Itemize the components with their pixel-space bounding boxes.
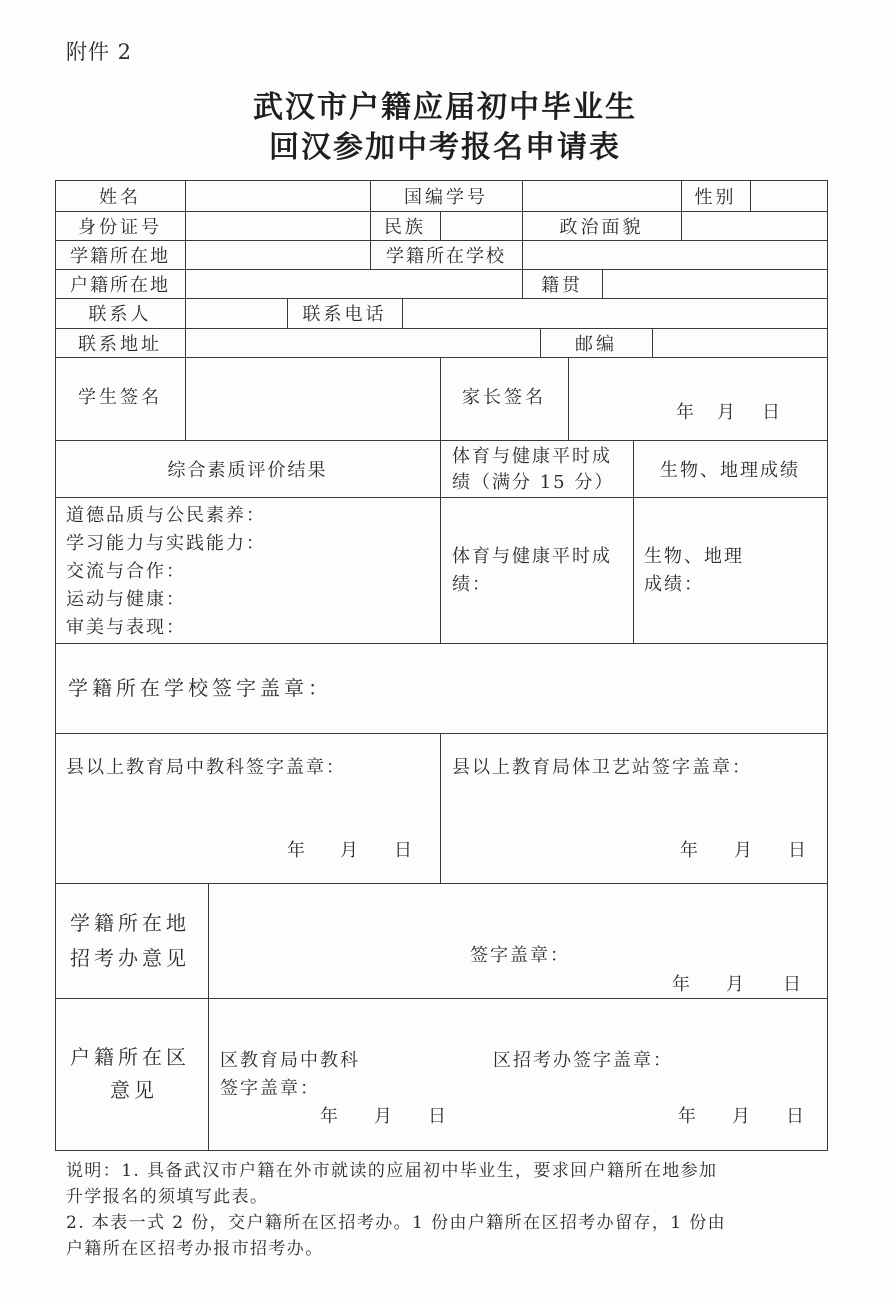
label-pe-detail-line1: 体育与健康平时成 (452, 546, 612, 567)
label-pe-station-seal: 县以上教育局体卫艺站签字盖章： (452, 757, 752, 778)
label-contact-phone: 联系电话 (302, 304, 387, 325)
label-name: 姓名 (99, 186, 141, 208)
gender-field[interactable] (751, 181, 827, 211)
label-district-line2: 意见 (110, 1078, 158, 1102)
label-district-exam-office: 区招考办签字盖章： (493, 1050, 673, 1071)
national-student-id-field[interactable] (523, 181, 681, 211)
label-contact-person: 联系人 (88, 304, 152, 325)
form-title-line2: 回汉参加中考报名申请表 (269, 130, 621, 165)
exam-office-date-year: 年 (672, 974, 693, 995)
district-exam-date-year: 年 (678, 1106, 699, 1127)
contact-address-field[interactable] (186, 329, 540, 357)
district-edu-date-year: 年 (320, 1106, 341, 1127)
native-place-field[interactable] (603, 270, 827, 298)
label-household-registry-location: 户籍所在地 (70, 274, 170, 296)
eval-item-aesthetics: 审美与表现： (66, 617, 186, 638)
label-exam-office-sign: 签字盖章： (470, 945, 570, 966)
edu-bureau-date-month: 月 (340, 840, 361, 861)
label-district-edu-line1: 区教育局中教科 (220, 1050, 360, 1071)
label-district-line1: 户籍所在区 (70, 1045, 190, 1069)
date-month: 月 (717, 402, 738, 423)
eval-item-communication: 交流与合作： (66, 561, 186, 582)
parent-signature-field[interactable] (569, 358, 827, 440)
label-political-status: 政治面貌 (559, 216, 644, 238)
label-ethnicity: 民族 (384, 216, 426, 238)
postcode-field[interactable] (653, 329, 827, 357)
eval-item-learning: 学习能力与实践能力： (66, 533, 266, 554)
district-exam-date-day: 日 (786, 1106, 807, 1127)
label-exam-office-line2: 招考办意见 (70, 946, 190, 970)
label-native-place: 籍贯 (541, 274, 583, 296)
political-status-field[interactable] (682, 212, 827, 240)
label-gender: 性别 (694, 186, 737, 208)
exam-office-date-month: 月 (726, 974, 747, 995)
label-pe-detail-line2: 绩： (452, 574, 492, 595)
label-parent-signature: 家长签名 (462, 387, 546, 408)
form-title-line1: 武汉市户籍应届初中毕业生 (253, 90, 637, 125)
label-district-edu-line2: 签字盖章： (220, 1078, 320, 1099)
note-line: 户籍所在区招考办报市招考办。 (66, 1239, 324, 1259)
name-field[interactable] (186, 181, 370, 211)
label-national-student-id: 国编学号 (404, 186, 488, 208)
form-notes (66, 1158, 826, 1262)
label-bio-geo-line1: 生物、地理 (644, 546, 744, 567)
pe-station-date-year: 年 (680, 840, 701, 861)
note-line: 2. 本表一式 2 份，交户籍所在区招考办。1 份由户籍所在区招考办留存，1 份由 (66, 1213, 727, 1233)
exam-office-date-day: 日 (783, 974, 804, 995)
school-registry-school-field[interactable] (523, 241, 827, 269)
note-line: 升学报名的须填写此表。 (66, 1187, 269, 1207)
label-student-signature: 学生签名 (78, 387, 162, 408)
pe-station-date-month: 月 (734, 840, 755, 861)
district-edu-date-month: 月 (374, 1106, 395, 1127)
contact-person-field[interactable] (186, 299, 287, 328)
label-contact-address: 联系地址 (78, 333, 162, 355)
district-edu-date-day: 日 (428, 1106, 449, 1127)
school-seal-field[interactable] (56, 644, 827, 733)
household-registry-location-field[interactable] (186, 270, 522, 298)
edu-bureau-date-day: 日 (394, 840, 415, 861)
label-bio-geo-score: 生物、地理成绩 (660, 459, 800, 481)
school-registry-location-field[interactable] (186, 241, 370, 269)
label-school-seal: 学籍所在学校签字盖章： (68, 676, 332, 700)
student-signature-field[interactable] (186, 358, 440, 440)
pe-station-date-day: 日 (788, 840, 809, 861)
edu-bureau-date-year: 年 (287, 840, 308, 861)
label-comprehensive-eval: 综合素质评价结果 (167, 459, 328, 481)
attachment-label: 附件 2 (66, 40, 133, 64)
date-day: 日 (762, 402, 783, 423)
district-exam-date-month: 月 (732, 1106, 753, 1127)
label-postcode: 邮编 (575, 333, 617, 355)
date-year: 年 (676, 402, 697, 423)
label-exam-office-line1: 学籍所在地 (70, 911, 190, 935)
id-number-field[interactable] (186, 212, 370, 240)
eval-item-morality: 道德品质与公民素养： (66, 505, 266, 526)
label-school-registry-school: 学籍所在学校 (386, 245, 506, 267)
label-bio-geo-line2: 成绩： (644, 574, 704, 595)
ethnicity-field[interactable] (441, 212, 522, 240)
contact-phone-field[interactable] (403, 299, 827, 328)
label-pe-score-line1: 体育与健康平时成 (452, 446, 612, 467)
label-school-registry-location: 学籍所在地 (70, 245, 170, 267)
label-pe-score-line2: 绩（满分 15 分） (452, 472, 615, 493)
label-edu-bureau-seal: 县以上教育局中教科签字盖章： (66, 757, 346, 778)
note-line: 说明：1. 具备武汉市户籍在外市就读的应届初中毕业生，要求回户籍所在地参加 (66, 1161, 718, 1181)
eval-item-sports: 运动与健康： (66, 589, 186, 610)
label-id-number: 身份证号 (78, 216, 162, 238)
